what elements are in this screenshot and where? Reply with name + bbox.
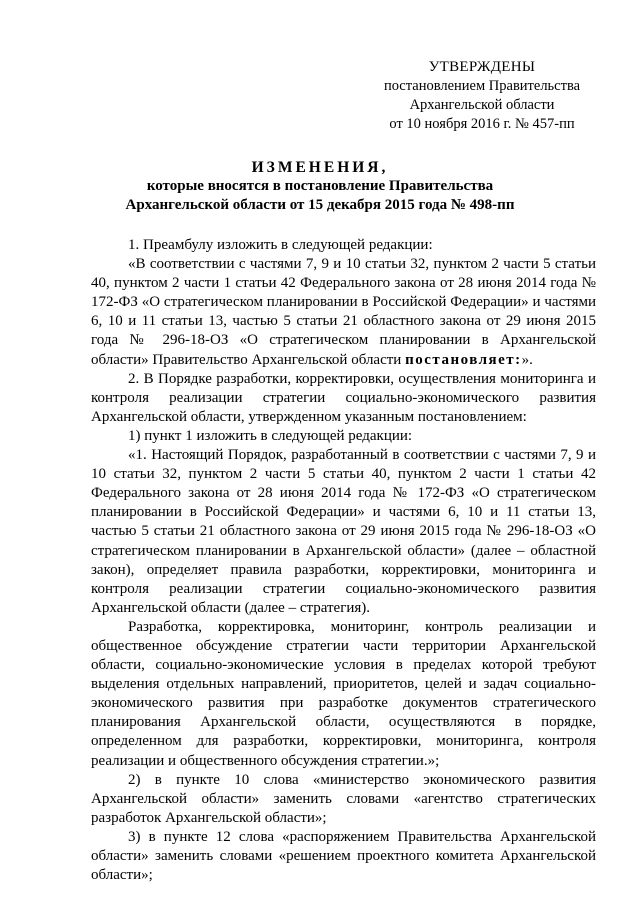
heading-title: ИЗМЕНЕНИЯ,	[251, 159, 389, 176]
paragraph-8: 3) в пункте 12 слова «распоряжением Правительства Архангельской области» заменить словами «решением проектного комитета Архангельской области»;	[91, 828, 596, 884]
heading-line-1: которые вносятся в постановление Правительства	[146, 178, 494, 194]
paragraph-4: 1) пункт 1 изложить в следующей редакции:	[128, 427, 413, 444]
paragraph-7: 2) в пункте 10 слова «министерство экономического развития Архангельской области» заменить словами «агентство стратегических разработок Архангельской области»;	[91, 771, 596, 826]
approval-line-3: от 10 ноября 2016 г. № 457-пп	[389, 116, 575, 132]
approval-title: УТВЕРЖДЕНЫ	[428, 59, 536, 75]
paragraph-2-bold: постановляет:	[405, 351, 522, 368]
document-body	[91, 236, 596, 885]
paragraph-2	[91, 255, 596, 370]
paragraph-1: 1. Преамбулу изложить в следующей редакции:	[128, 237, 433, 253]
approval-line-2: Архангельской области	[409, 97, 555, 113]
paragraph-2-end: ».	[521, 351, 533, 368]
document-heading	[80, 158, 560, 215]
heading-line-2: Архангельской области от 15 декабря 2015 года № 498-пп	[125, 197, 515, 213]
approval-line-1: постановлением Правительства	[383, 78, 581, 94]
paragraph-2-text: «В соответствии с частями 7, 9 и 10 статьи 32, пунктом 2 части 5 статьи 40, пунктом 2 части 1 статьи 42 Федерального закона от 28 июня 2014 года № 172-ФЗ «О стратегическом планировании в Российской Федерации» и частями 6, 10 и 11 статьи 13, частью 5 статьи 21 областного закона от 29 июня 2015 года № 296-18-ОЗ «О стратегическом планировании в Архангельской области» Правительство Архангельской области	[91, 256, 596, 368]
paragraph-5: «1. Настоящий Порядок, разработанный в соответствии с частями 7, 9 и 10 статьи 32, пунктом 2 части 5 статьи 40, пунктом 2 части 1 статьи 42 Федерального закона от 28 июня 2014 года № 172-ФЗ «О стратегическом планировании в Российской Федерации» и частями 6, 10 и 11 статьи 13, частью 5 статьи 21 областного закона от 29 июня 2015 года № 296-18-ОЗ «О стратегическом планировании в Архангельской области» (далее – областной закон), определяет правила разработки, корректировки, мониторинга и контроля реализации стратегии социально-экономического развития Архангельской области (далее – стратегия).	[91, 447, 596, 616]
paragraph-6: Разработка, корректировка, мониторинг, контроль реализации и общественное обсуждение стратегии части территории Архангельской области, социально-экономические условия в пределах которой требуют выделения отдельных направлений, приоритетов, целей и задач социально-экономического развития при разработке документов стратегического планирования Архангельской области, осуществляются в порядке, определенном для разработки, корректировки, мониторинга, контроля реализации и общественного обсуждения стратегии.»;	[91, 618, 596, 769]
approval-stamp	[372, 58, 592, 134]
paragraph-3: 2. В Порядке разработки, корректировки, осуществления мониторинга и контроля реализации стратегии социально-экономического развития Архангельской области, утвержденном указанным постановлением:	[91, 370, 596, 425]
